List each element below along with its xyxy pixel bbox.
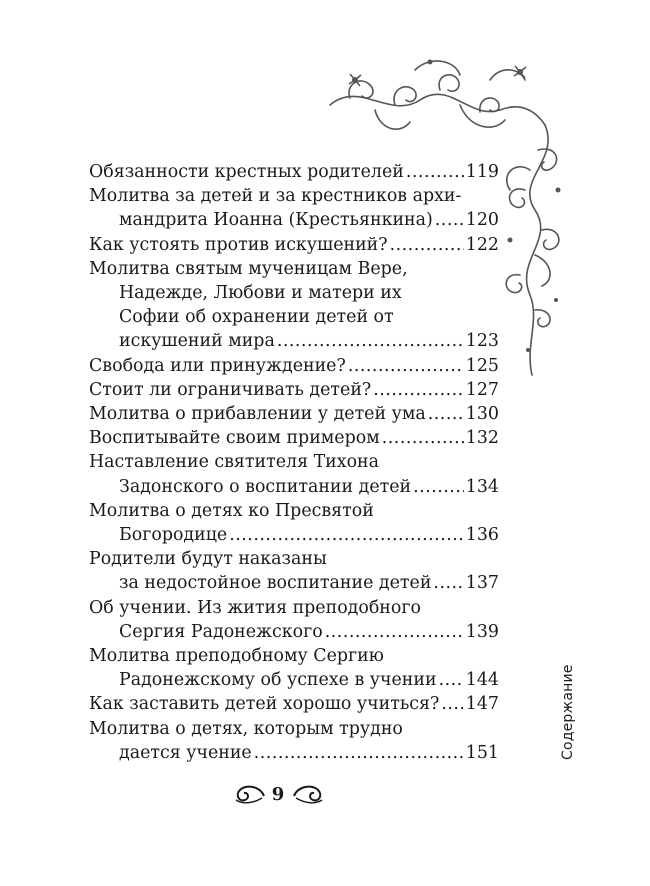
- toc-entry-line: [89, 184, 499, 208]
- dot-leader: [413, 475, 464, 499]
- toc-entry-line: [89, 475, 499, 499]
- toc-entry-title: Молитва за детей и за крестников архи-: [89, 186, 462, 207]
- toc-entry-line: [89, 571, 499, 595]
- toc-entry-line: [89, 257, 499, 281]
- toc-entry: [89, 644, 499, 692]
- toc-entry: [89, 596, 499, 644]
- dot-leader: [390, 233, 464, 257]
- toc-entry-title: искушений мира: [119, 331, 275, 352]
- toc-entry-line: [89, 354, 499, 378]
- toc-entry: [89, 402, 499, 426]
- dot-leader: [441, 692, 463, 716]
- toc-entry: [89, 378, 499, 402]
- toc-page-number: 151: [465, 742, 499, 763]
- toc-entry-title: Воспитывайте своим примером: [89, 428, 380, 449]
- dot-leader: [348, 354, 464, 378]
- right-curl-ornament: [292, 782, 326, 806]
- toc-entry-title: Радонежскому об успехе в учении: [119, 670, 437, 691]
- toc-page-number: 139: [465, 621, 499, 642]
- toc-entry: [89, 499, 499, 547]
- section-side-label: Содержание: [560, 664, 576, 760]
- toc-entry-line: [89, 233, 499, 257]
- toc-page-number: 144: [465, 670, 499, 691]
- dot-leader: [277, 329, 464, 353]
- toc-page-number: 136: [465, 525, 499, 546]
- dot-leader: [439, 668, 464, 692]
- page-footer: [228, 780, 328, 810]
- toc-entry-title: Надежде, Любови и матери их: [119, 283, 402, 304]
- table-of-contents: [89, 160, 499, 765]
- toc-entry-title: Как заставить детей хорошо учиться?: [89, 694, 440, 715]
- toc-entry-line: [89, 620, 499, 644]
- toc-entry-line: [89, 450, 499, 474]
- toc-entry: [89, 450, 499, 498]
- toc-entry: [89, 426, 499, 450]
- toc-entry-title: Свобода или принуждение?: [89, 355, 346, 376]
- toc-entry-title: Софии об охранении детей от: [119, 307, 394, 328]
- toc-entry-line: [89, 160, 499, 184]
- toc-entry-title: мандрита Иоанна (Крестьянкина): [119, 210, 433, 231]
- toc-page-number: 130: [465, 404, 499, 425]
- toc-page-number: 132: [465, 428, 499, 449]
- toc-entry-line: [89, 329, 499, 353]
- toc-entry-title: Задонского о воспитании детей: [119, 476, 412, 497]
- toc-entry-line: [89, 596, 499, 620]
- toc-entry-line: [89, 281, 499, 305]
- toc-entry-title: Как устоять против искушений?: [89, 234, 388, 255]
- dot-leader: [229, 523, 464, 547]
- toc-entry-line: [89, 378, 499, 402]
- toc-entry-title: за недостойное воспитание детей: [119, 573, 432, 594]
- toc-entry: [89, 233, 499, 257]
- toc-entry: [89, 184, 499, 232]
- toc-entry-title: Сергия Радонежского: [119, 621, 323, 642]
- toc-page-number: 147: [465, 694, 499, 715]
- toc-page-number: 125: [465, 355, 499, 376]
- dot-leader: [433, 571, 463, 595]
- toc-entry-title: Молитва о прибавлении у детей ума: [89, 404, 426, 425]
- toc-entry-title: Обязанности крестных родителей: [89, 162, 404, 182]
- toc-entry-line: [89, 692, 499, 716]
- toc-page-number: 123: [465, 331, 499, 352]
- dot-leader: [373, 378, 464, 402]
- toc-entry-title: Молитва о детях, которым трудно: [89, 718, 403, 739]
- toc-entry: [89, 692, 499, 716]
- toc-entry: [89, 354, 499, 378]
- toc-page-number: 137: [465, 573, 499, 594]
- toc-entry-title: Стоит ли ограничивать детей?: [89, 379, 372, 400]
- toc-entry-title: Об учении. Из жития преподобного: [89, 597, 421, 618]
- toc-entry-line: [89, 523, 499, 547]
- toc-page-number: 127: [465, 379, 499, 400]
- toc-entry-title: дается учение: [119, 742, 252, 763]
- dot-leader: [435, 208, 464, 232]
- dot-leader: [406, 160, 464, 184]
- toc-entry-line: [89, 499, 499, 523]
- toc-entry-title: Молитва святым мученицам Вере,: [89, 258, 408, 279]
- toc-entry: [89, 257, 499, 354]
- dot-leader: [325, 620, 464, 644]
- toc-entry-line: [89, 305, 499, 329]
- toc-entry-title: Родители будут наказаны: [89, 549, 327, 570]
- toc-entry-line: [89, 208, 499, 232]
- toc-entry-line: [89, 668, 499, 692]
- toc-entry: [89, 547, 499, 595]
- toc-entry-title: Наставление святителя Тихона: [89, 452, 379, 473]
- toc-entry: [89, 717, 499, 765]
- toc-entry-line: [89, 547, 499, 571]
- toc-entry-line: [89, 717, 499, 741]
- toc-entry-line: [89, 402, 499, 426]
- toc-entry-line: [89, 426, 499, 450]
- toc-entry-line: [89, 644, 499, 668]
- dot-leader: [382, 426, 464, 450]
- toc-page-number: 120: [465, 210, 499, 231]
- toc-entry-title: Молитва о детях ко Пресвятой: [89, 500, 374, 521]
- toc-entry-title: Молитва преподобному Сергию: [89, 646, 384, 667]
- toc-page-number: 119: [465, 162, 499, 182]
- page-number: 9: [271, 784, 285, 805]
- toc-entry: [89, 160, 499, 184]
- toc-entry-title: Богородице: [119, 525, 228, 546]
- toc-entry-line: [89, 741, 499, 765]
- dot-leader: [428, 402, 464, 426]
- toc-page-number: 122: [465, 234, 499, 255]
- toc-page-number: 134: [465, 476, 499, 497]
- dot-leader: [254, 741, 464, 765]
